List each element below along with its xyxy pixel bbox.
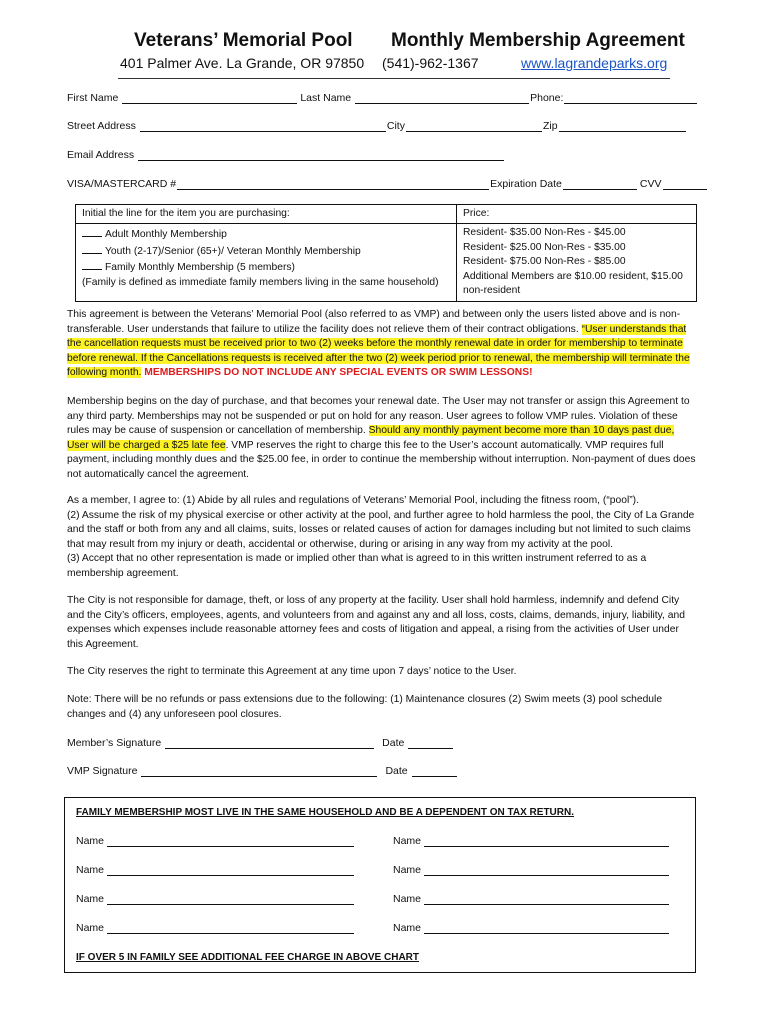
last-name-field[interactable] bbox=[355, 92, 529, 104]
family-name-field[interactable] bbox=[107, 922, 354, 934]
initial-line-adult[interactable] bbox=[82, 226, 102, 237]
pool-address: 401 Palmer Ave. La Grande, OR 97850 bbox=[120, 55, 365, 71]
family-membership-box bbox=[64, 797, 696, 973]
vmp-date-label: Date bbox=[385, 765, 408, 777]
membership-text-continued: . VMP reserves the right to charge this fee to the User’s account automatically. VMP requires full payment, including monthly dues and the $25.00 fee, in order to continue the membership without interruption. Non-payment of dues does not automatically cancel the agreement. bbox=[67, 439, 696, 480]
membership-price-table bbox=[75, 204, 697, 302]
family-box-footer: IF OVER 5 IN FAMILY SEE ADDITIONAL FEE CHARGE IN ABOVE CHART bbox=[76, 952, 420, 963]
card-number-label: VISA/MASTERCARD # bbox=[67, 178, 177, 190]
membership-option-family bbox=[82, 259, 450, 275]
zip-label: Zip bbox=[542, 120, 558, 132]
liability-paragraph: The City is not responsible for damage, theft, or loss of any property at the facility. User shall hold harmless, indemnify and defend City and the City’s officers, employees, agents, and volunteers from and against any and all loss, costs, claims, demands, injury, liability, and expenses which expenses include reasonable attorney fees and costs of litigation and appeal, a rising from the activities of User under this Agreement. bbox=[67, 595, 685, 650]
name-label: Name bbox=[393, 893, 422, 905]
prices-cell bbox=[457, 224, 697, 302]
family-name-row bbox=[76, 835, 354, 847]
name-label: Name bbox=[76, 864, 105, 876]
street-address-field[interactable] bbox=[140, 120, 386, 132]
member-signature-row bbox=[67, 737, 453, 749]
phone-label: Phone: bbox=[530, 92, 564, 104]
header-divider bbox=[118, 78, 670, 79]
agreement-title: Monthly Membership Agreement bbox=[391, 30, 685, 51]
member-signature-label: Member’s Signature bbox=[67, 737, 162, 749]
agreement-clause-2: (2) Assume the risk of my physical exercise or other activity at the pool, and further agree to hold harmless the pool, the City of La Grande and the staff or both from any and all claims, suits, losses or related causes of action for damages including but not limited to such claims that may result from my injury or death, accidental or otherwise, during or arising in any way from my activity at the pool. bbox=[67, 509, 695, 550]
price-adult: Resident- $35.00 Non-Res - $45.00 bbox=[463, 227, 626, 239]
pool-phone: (541)-962-1367 bbox=[382, 55, 479, 71]
vmp-signature-row bbox=[67, 765, 457, 777]
name-label: Name bbox=[393, 922, 422, 934]
family-name-field[interactable] bbox=[107, 864, 354, 876]
first-name-label: First Name bbox=[67, 92, 119, 104]
member-date-field[interactable] bbox=[408, 737, 453, 749]
family-name-field[interactable] bbox=[107, 835, 354, 847]
price-table-body-row bbox=[76, 224, 697, 302]
price-table-header-row bbox=[76, 205, 697, 224]
name-label: Name bbox=[76, 922, 105, 934]
cancellation-highlight: “User understands that the cancellation requests must be received prior to two (2) weeks before the monthly renewal date in order for membership to terminate before renewal. If the Cancellations requests is received after the two (2) week period prior to renewal, the membership will terminate the following month. bbox=[67, 323, 690, 379]
cvv-label: CVV bbox=[639, 178, 662, 190]
family-name-field[interactable] bbox=[424, 835, 669, 847]
price-family: Resident- $75.00 Non-Res - $85.00 bbox=[463, 256, 626, 268]
family-name-field[interactable] bbox=[107, 893, 354, 905]
membership-options-cell bbox=[76, 224, 457, 302]
family-box-title: FAMILY MEMBERSHIP MOST LIVE IN THE SAME HOUSEHOLD AND BE A DEPENDENT ON TAX RETURN. bbox=[76, 807, 575, 818]
email-label: Email Address bbox=[67, 149, 135, 161]
membership-option-adult bbox=[82, 226, 450, 242]
membership-option-label: Youth (2-17)/Senior (65+)/ Veteran Monthly Membership bbox=[105, 245, 361, 257]
family-name-field[interactable] bbox=[424, 893, 669, 905]
name-label: Name bbox=[393, 864, 422, 876]
name-label: Name bbox=[393, 835, 422, 847]
initial-line-youth[interactable] bbox=[82, 243, 102, 254]
agreement-text: This agreement is between the Veterans’ Memorial Pool (also referred to as VMP) and between only the users listed above and is non-transferable. User understands that failure to utilize the facility does not relieve them of their contract obligations. bbox=[67, 309, 681, 335]
family-name-row bbox=[393, 922, 669, 934]
city-field[interactable] bbox=[406, 120, 542, 132]
family-name-row bbox=[76, 922, 354, 934]
family-definition-note: (Family is defined as immediate family members living in the same household) bbox=[82, 276, 439, 288]
membership-text: Membership begins on the day of purchase, and that becomes your renewal date. The User may not transfer or assign this Agreement to any third party. Memberships may not be suspended or put on hold for any reason. User agrees to follow VMP rules. Violation of these rules may be cause of suspension or cancellation of membership. bbox=[67, 396, 690, 437]
initial-line-family[interactable] bbox=[82, 259, 102, 270]
name-label: Name bbox=[76, 893, 105, 905]
card-number-field[interactable] bbox=[177, 178, 489, 190]
phone-field[interactable] bbox=[564, 92, 697, 104]
city-label: City bbox=[386, 120, 405, 132]
membership-option-label: Adult Monthly Membership bbox=[105, 229, 227, 241]
expiration-label: Expiration Date bbox=[490, 178, 562, 190]
family-name-field[interactable] bbox=[424, 864, 669, 876]
special-events-warning: MEMBERSHIPS DO NOT INCLUDE ANY SPECIAL EVENTS OR SWIM LESSONS! bbox=[141, 367, 533, 379]
vmp-date-field[interactable] bbox=[412, 765, 457, 777]
purchase-instructions: Initial the line for the item you are purchasing: bbox=[76, 205, 457, 224]
first-name-field[interactable] bbox=[122, 92, 297, 104]
family-name-row bbox=[393, 864, 669, 876]
cvv-field[interactable] bbox=[663, 178, 707, 190]
agreement-clause-1: As a member, I agree to: (1) Abide by all rules and regulations of Veterans’ Memorial Pool, including the fitness room, (“pool”). bbox=[67, 495, 639, 506]
membership-option-label: Family Monthly Membership (5 members) bbox=[105, 262, 295, 274]
refund-note-paragraph: Note: There will be no refunds or pass extensions due to the following: (1) Maintenance closures (2) Swim meets (3) pool schedule changes and (4) any unforeseen pool closures. bbox=[67, 694, 663, 720]
membership-paragraph bbox=[67, 395, 697, 483]
agreement-paragraph bbox=[67, 308, 697, 381]
price-additional-members: Additional Members are $10.00 resident, $15.00 non-resident bbox=[463, 270, 683, 297]
address-row bbox=[67, 120, 687, 132]
family-name-row bbox=[393, 835, 669, 847]
zip-field[interactable] bbox=[559, 120, 686, 132]
payment-row bbox=[67, 178, 708, 190]
website-link[interactable]: www.lagrandeparks.org bbox=[521, 55, 668, 71]
membership-option-youth bbox=[82, 243, 450, 259]
family-name-row bbox=[76, 864, 354, 876]
family-name-row bbox=[76, 893, 354, 905]
member-signature-field[interactable] bbox=[165, 737, 374, 749]
street-address-label: Street Address bbox=[67, 120, 136, 132]
email-row bbox=[67, 149, 505, 161]
member-date-label: Date bbox=[382, 737, 405, 749]
email-field[interactable] bbox=[138, 149, 504, 161]
member-agreement-paragraph bbox=[67, 494, 697, 582]
name-label: Name bbox=[76, 835, 105, 847]
vmp-signature-field[interactable] bbox=[141, 765, 377, 777]
late-fee-highlight: Should any monthly payment become more than 10 days past due, User will be charged a $25 late fee bbox=[67, 425, 675, 451]
price-header: Price: bbox=[457, 205, 697, 224]
pool-name-title: Veterans’ Memorial Pool bbox=[134, 30, 353, 51]
agreement-clause-3: (3) Accept that no other representation is made or implied other than what is agreed to in this written instrument referred to as a membership agreement. bbox=[67, 553, 647, 579]
vmp-signature-label: VMP Signature bbox=[67, 765, 138, 777]
family-name-field[interactable] bbox=[424, 922, 669, 934]
price-youth: Resident- $25.00 Non-Res - $35.00 bbox=[463, 241, 626, 253]
name-phone-row bbox=[67, 92, 698, 104]
expiration-field[interactable] bbox=[563, 178, 637, 190]
termination-paragraph: The City reserves the right to terminate this Agreement at any time upon 7 days’ notice to the User. bbox=[67, 666, 517, 677]
family-name-row bbox=[393, 893, 669, 905]
last-name-label: Last Name bbox=[300, 92, 352, 104]
